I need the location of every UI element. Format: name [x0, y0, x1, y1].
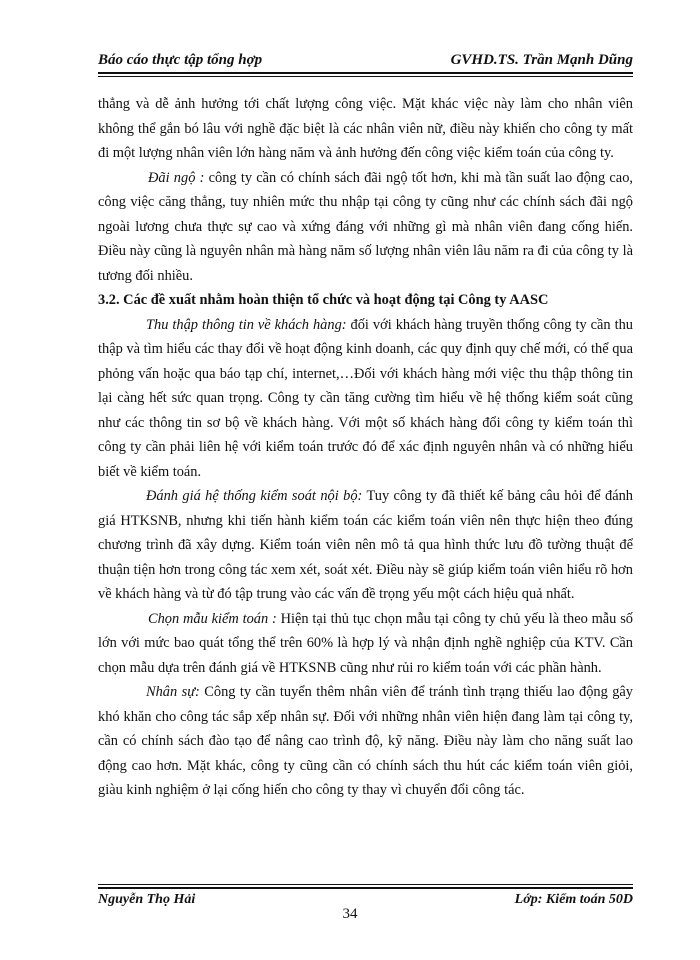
paragraph-lead: Nhân sự: — [146, 684, 200, 700]
page-number: 34 — [342, 906, 358, 922]
paragraph-text: Hiện tại thủ tục chọn mẫu tại công ty chủ yếu là theo mẫu số lớn với mức bao quát tổng thể trên 60% là hợp lý và nhận định nghề nghiệp của KTV. Cần chọn mẫu dựa trên đánh giá về HTKSNB cũng như rủi ro kiểm toán với các phần hành. — [98, 610, 633, 676]
paragraph-chon-mau — [98, 607, 633, 681]
header-supervisor: GVHD.TS. Trần Mạnh Dũng — [450, 52, 633, 68]
paragraph-continuation: thẳng và dễ ảnh hưởng tới chất lượng công việc. Mặt khác việc này làm cho nhân viên không thể gắn bó lâu với nghề đặc biệt là các nhân viên nữ, điều này khiến cho công ty mất đi một lượng nhân viên lớn hàng năm và ảnh hưởng đến công việc kiểm toán của công ty. — [98, 96, 633, 161]
paragraph-text: Công ty cần tuyển thêm nhân viên để tránh tình trạng thiếu lao động gây khó khăn cho công tác sắp xếp nhân sự. Đối với những nhân viên hiện đang làm tại công ty, cần có chính sách đào tạo để nâng cao trình độ, kỹ năng. Điều này làm cho năng suất lao động cao hơn. Mặt khác, công ty cũng cần có chính sách thu hút các kiểm toán viên giỏi, giàu kinh nghiệm ở lại cống hiến cho công ty thay vì chuyển đổi công tác. — [98, 684, 634, 798]
paragraph-lead: Chọn mẫu kiểm toán : — [148, 610, 277, 627]
paragraph-lead: Thu thập thông tin về khách hàng: — [146, 316, 347, 333]
section-heading: 3.2. Các đề xuất nhằm hoàn thiện tổ chức và hoạt động tại Công ty AASC — [98, 292, 549, 308]
paragraph-text: Tuy công ty đã thiết kế bảng câu hỏi để đánh giá HTKSNB, nhưng khi tiến hành kiểm toán các kiểm toán viên nên thực hiện theo đúng chương trình đã xây dựng. Kiểm toán viên nên mô tả qua hình thức lưu đồ tường thuật để thuận tiện hơn trong công tác xem xét, soát xét. Điều này sẽ giúp kiểm toán viên hiểu rõ hơn về khách hàng và từ đó tập trung vào các vấn đề trọng yếu một cách hiệu quả nhất. — [98, 488, 633, 602]
paragraph-nhan-su — [98, 680, 633, 803]
header-report-title: Báo cáo thực tập tổng hợp — [98, 52, 263, 68]
footer-rule-thick — [98, 887, 633, 889]
paragraph-danh-gia — [98, 484, 633, 607]
header-rule-thin — [98, 76, 633, 77]
footer-class: Lớp: Kiểm toán 50D — [514, 892, 633, 907]
footer-rule-thin — [98, 884, 633, 885]
page-header — [98, 50, 633, 72]
paragraph-lead: Đánh giá hệ thống kiểm soát nội bộ: — [146, 488, 363, 504]
paragraph-text: đối với khách hàng truyền thống công ty cần thu thập và tìm hiểu các thay đổi về hoạt động kinh doanh, các quy định quy chế mới, có thể qua phỏng vấn hoặc qua báo tạp chí, internet,…Đối với khách hàng mới việc thu thập thông tin lại càng hết sức quan trọng. Công ty cần tăng cường tìm hiểu về hệ thống kiểm soát cũng như các thông tin sơ bộ về khách hàng. Với một số khách hàng đổi công ty kiểm toán thì công ty cần phải liên hệ với kiểm toán trước đó để xác định nguyên nhân và có những hiểu biết về kiểm toán. — [98, 316, 633, 480]
footer-author: Nguyễn Thọ Hải — [98, 892, 196, 907]
header-rule-thick — [98, 72, 633, 74]
paragraph-thu-thap — [98, 313, 633, 485]
paragraph-text: công ty cần có chính sách đãi ngộ tốt hơn, khi mà tần suất lao động cao, công việc căng thẳng, tuy nhiên mức thu nhập tại công ty cũng như các chính sách đãi ngộ ngoài lương chưa thực sự cao và xứng đáng với những gì mà nhân viên đang cống hiến. Điều này cũng là nguyên nhân mà hàng năm số lượng nhân viên lâu năm ra đi của công ty là tương đối nhiều. — [98, 169, 633, 284]
page-body — [98, 92, 633, 803]
paragraph-lead: Đãi ngộ : — [148, 169, 205, 186]
paragraph-dai-ngo — [98, 166, 633, 289]
